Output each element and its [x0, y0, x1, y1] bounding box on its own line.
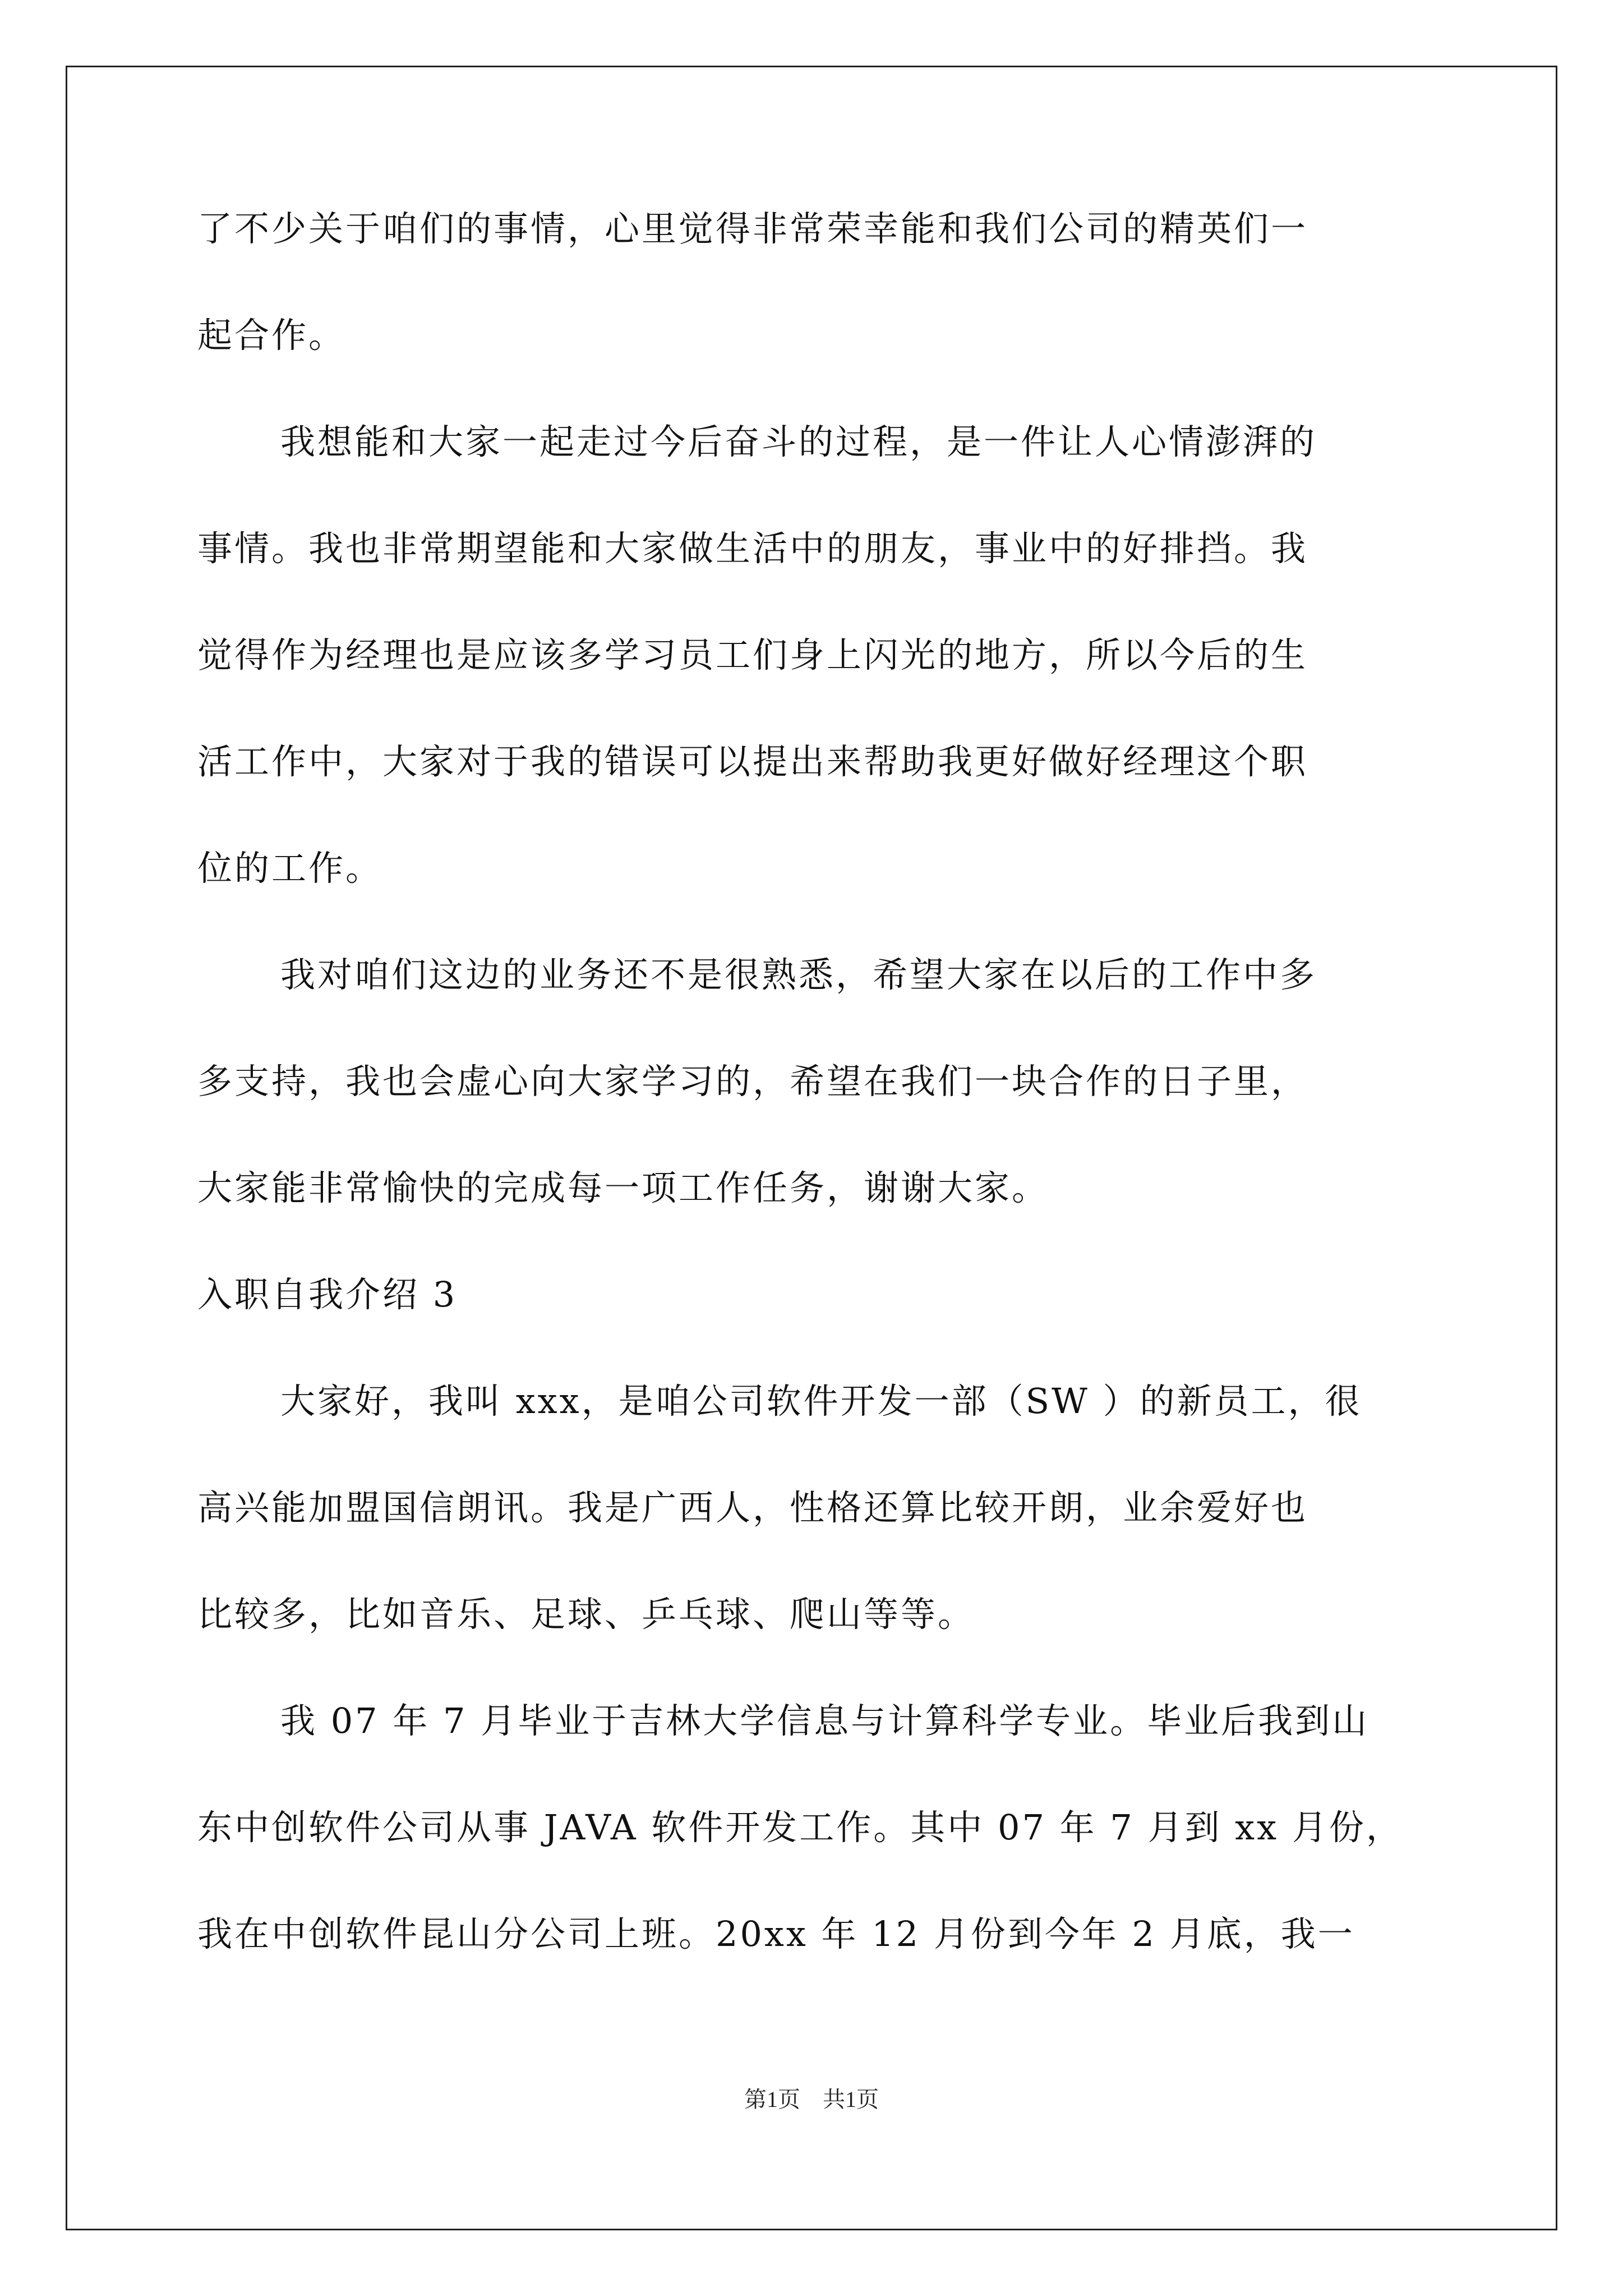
text-line: 位的工作。	[197, 848, 383, 889]
text-line: 事情。我也非常期望能和大家做生活中的朋友，事业中的好排挡。我	[197, 528, 1308, 569]
page-number-footer: 第1页 共1页	[744, 2087, 879, 2112]
section-heading: 入职自我介绍 3	[197, 1274, 458, 1315]
text-line: 多支持，我也会虚心向大家学习的，希望在我们一块合作的日子里，	[197, 1061, 1308, 1102]
paragraph-start: 我想能和大家一起走过今后奋斗的过程，是一件让人心情澎湃的	[280, 421, 1317, 462]
paragraph-start: 大家好，我叫 xxx，是咱公司软件开发一部（SW ）的新员工，很	[280, 1381, 1362, 1421]
text-line: 高兴能加盟国信朗讯。我是广西人，性格还算比较开朗，业余爱好也	[197, 1487, 1308, 1528]
paragraph-start: 我 07 年 7 月毕业于吉林大学信息与计算科学专业。毕业后我到山	[280, 1700, 1370, 1741]
paragraph-start: 我对咱们这边的业务还不是很熟悉，希望大家在以后的工作中多	[280, 954, 1317, 995]
text-line: 我在中创软件昆山分公司上班。20xx 年 12 月份到今年 2 月底，我一	[197, 1913, 1355, 1954]
text-line: 比较多，比如音乐、足球、乒乓球、爬山等等。	[197, 1594, 975, 1635]
text-line: 起合作。	[197, 315, 346, 356]
text-line: 了不少关于咱们的事情，心里觉得非常荣幸能和我们公司的精英们一	[197, 208, 1308, 249]
text-line: 大家能非常愉快的完成每一项工作任务，谢谢大家。	[197, 1167, 1049, 1208]
text-line: 东中创软件公司从事 JAVA 软件开发工作。其中 07 年 7 月到 xx 月份，	[197, 1807, 1403, 1848]
page-border	[66, 66, 1557, 2230]
text-line: 活工作中，大家对于我的错误可以提出来帮助我更好做好经理这个职	[197, 741, 1308, 782]
text-line: 觉得作为经理也是应该多学习员工们身上闪光的地方，所以今后的生	[197, 634, 1308, 675]
